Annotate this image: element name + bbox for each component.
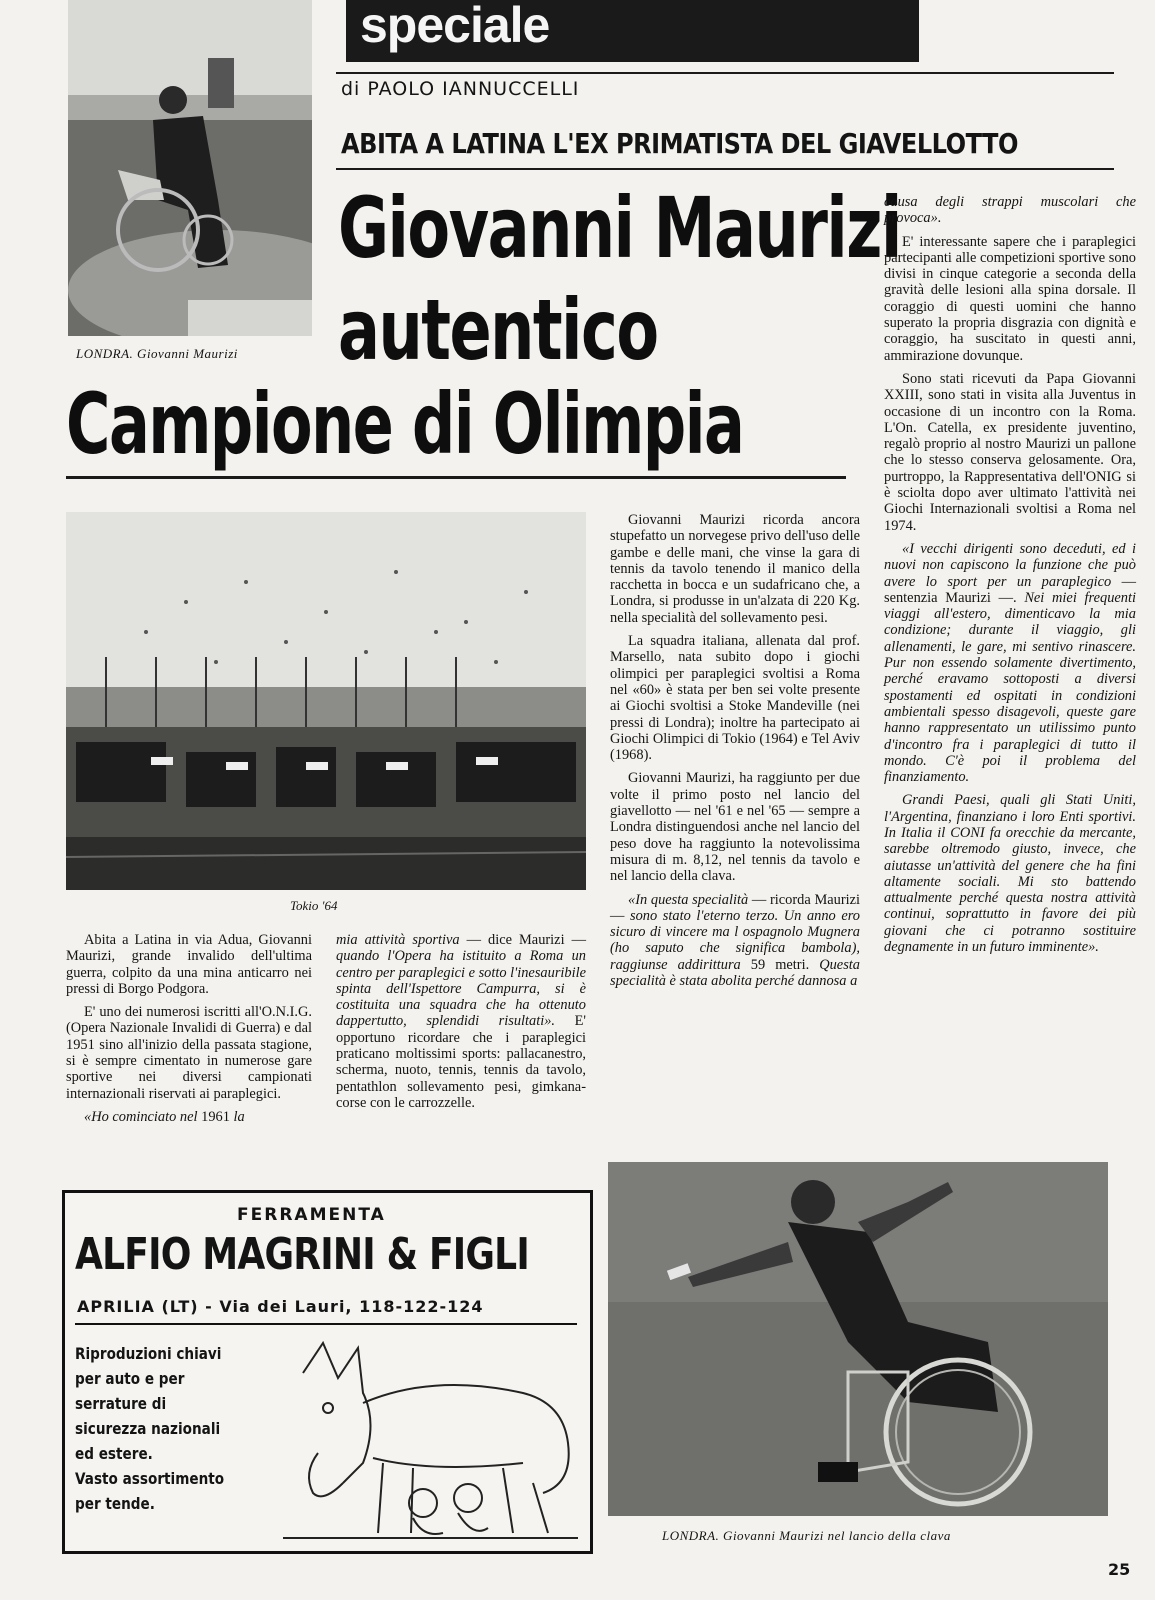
article-column-4 bbox=[884, 194, 1136, 962]
section-banner bbox=[346, 0, 919, 62]
page-number: 25 bbox=[1108, 1560, 1131, 1579]
col3-quote-a: «In questa specialità bbox=[628, 891, 749, 908]
article-column-3 bbox=[610, 512, 860, 996]
col3-quote-d: 59 metri. bbox=[750, 956, 810, 973]
col2-attribution: — dice Maurizi — bbox=[466, 932, 586, 948]
kicker-headline: ABITA A LATINA L'EX PRIMATISTA DEL GIAVELLOTTO bbox=[341, 127, 1018, 160]
col1-paragraph-2: E' uno dei numerosi iscritti all'O.N.I.G. (Opera Nazionale Invalidi di Guerra) e dal 1951 sino all'inizio della passata stagione, si è sempre cimentato in numerose gare sportive nei diversi campionati internazionali riservati ai paraplegici. bbox=[66, 1004, 312, 1102]
headline-line-1: Giovanni Maurizi bbox=[338, 179, 901, 277]
top-photo-caption: LONDRA. Giovanni Maurizi bbox=[76, 346, 238, 361]
col2-quote-1: mia attività sportiva bbox=[336, 932, 460, 948]
col2-quote-2: quando l'Opera ha istituito a Roma un centro per paraplegici e sotto l'inesauribile spinta dell'Ispettore Campurra, si è costituita una squadra che ha ottenuto dappertutto, splendidi risultati». bbox=[336, 948, 586, 1030]
middle-photo-caption: Tokio '64 bbox=[290, 898, 338, 913]
ad-business-name: ALFIO MAGRINI & FIGLI bbox=[75, 1229, 529, 1280]
ad-heading: FERRAMENTA bbox=[237, 1205, 386, 1225]
col3-paragraph-1: Giovanni Maurizi ricorda ancora stupefatto un norvegese privo dell'uso delle gambe e delle mani, che vinse la gara di tennis da tavolo tenendo il manico della racchetta in bocca e un sudafricano che, a Londra, si produsse in un'alzata di 220 Kg. nella specialità del sollevamento pesi. bbox=[610, 512, 860, 626]
photo-club-throw bbox=[608, 1162, 1108, 1516]
byline: di PAOLO IANNUCCELLI bbox=[341, 78, 580, 100]
kicker-rule bbox=[336, 168, 1114, 170]
col1-year: 1961 bbox=[201, 1108, 230, 1125]
col2-paragraph-1 bbox=[336, 932, 586, 1111]
headline-line-3: Campione di Olimpia bbox=[66, 375, 744, 473]
col4-quote-2: Nei miei frequenti viaggi all'estero, dimenticavo la mia condizione; durante il viaggio, gli allenamenti, le gare, mi sentivo rinascere. Pur non essendo solamente divertimento, perché eravamo sottoposti a diversi spostamenti ed ospitati in condizioni ambientali spesso disagevoli, queste gare hanno rappresentato un utilissimo punto d'incontro fra i paraplegici di tutto il mondo. C'è poi il problema del finanziamento. bbox=[884, 589, 1136, 786]
section-title: speciale bbox=[360, 0, 550, 53]
col1-paragraph-3 bbox=[66, 1109, 312, 1125]
ad-blurb-curtains: Vasto assortimento per tende. bbox=[75, 1469, 225, 1513]
col4-continuation: causa degli strappi muscolari che provoca». bbox=[884, 194, 1136, 227]
headline-line-2: autentico bbox=[338, 281, 658, 379]
col1-quote-start: «Ho cominciato nel bbox=[84, 1108, 198, 1125]
ad-divider bbox=[75, 1323, 577, 1325]
col4-attribution: — sentenzia Maurizi —. bbox=[884, 573, 1136, 606]
bottom-photo-caption: LONDRA. Giovanni Maurizi nel lancio della clava bbox=[662, 1528, 951, 1543]
col4-paragraph-3 bbox=[884, 541, 1136, 785]
col3-quote-b: — ricorda Maurizi — bbox=[610, 891, 861, 924]
headline-rule bbox=[66, 476, 846, 479]
ad-blurb bbox=[75, 1341, 237, 1516]
col4-quote-3: Grandi Paesi, quali gli Stati Uniti, l'Argentina, finanziano i loro Enti sportivi. In Italia il CONI fa orecchie da mercante, sarebbe oltremodo giusto, invece, che aiutasse un'attività del genere che ha fini altamente sociali. Mi sto battendo attualmente perché questa nostra attività continui, soprattutto in favore dei più giovani che ci potranno sostituire degnamente in un futuro imminente». bbox=[884, 792, 1136, 956]
col3-paragraph-3: Giovanni Maurizi, ha raggiunto per due volte il primo posto nel lancio del giavellotto — nel '61 e nel '65 — sempre a Londra distinguendosi anche nel lancio del peso dove ha raggiunto la notevolissima misura di m. 8,12, nel tennis da tavolo e nel lancio della clava. bbox=[610, 770, 860, 885]
col4-paragraph-1: E' interessante sapere che i paraplegici partecipanti alle competizioni sportive sono divisi in cinque categorie a seconda della gravità delle lesioni alla spina dorsale. Il coraggio di questi uomini che hanno superato la propria disgrazia con dignità e coraggio, ha suscitato in questi anni, ammirazione dovunque. bbox=[884, 233, 1136, 364]
col3-quote-e: Questa specialità è stata abolita perché dannosa a bbox=[610, 956, 860, 990]
she-wolf-drawing bbox=[283, 1333, 578, 1543]
article-column-1 bbox=[66, 932, 312, 1132]
ad-address: APRILIA (LT) - Via dei Lauri, 118-122-124 bbox=[77, 1297, 484, 1316]
article-column-2 bbox=[336, 932, 586, 1118]
col3-quote-c: sono stato l'eterno terzo. Un anno ero sicuro di vincere ma l ospagnolo Mugnera (ho saputo che significa bambola), raggiunse addirittura bbox=[610, 907, 860, 973]
hardware-store-ad bbox=[62, 1190, 593, 1554]
col1-paragraph-1: Abita a Latina in via Adua, Giovanni Maurizi, grande invalido dell'ultima guerra, colpito da una mina anticarro nei pressi di Borgo Podgora. bbox=[66, 932, 312, 997]
col2-rest: E' opportuno ricordare che i paraplegici praticano moltissimi sports: pallacanestro, scherma, nuoto, tennis, tennis da tavolo, pentathlon sollevamento pesi, gimkana-corse con le carrozzelle. bbox=[336, 1013, 586, 1111]
photo-athlete-wheelchair-top bbox=[68, 0, 312, 336]
col3-paragraph-4 bbox=[610, 892, 860, 990]
col4-quote-1: «I vecchi dirigenti sono deceduti, ed i nuovi non capiscono la funzione che può avere lo sport per un paraplegico bbox=[884, 540, 1136, 590]
col3-paragraph-2: La squadra italiana, allenata dal prof. Marsello, nata subito dopo i giochi olimpici per paraplegici svoltisi a Roma nel «60» è stata per ben sei volte presente ai Giochi svoltisi a Stoke Mandeville (nei pressi di Londra); inoltre ha partecipato ai Giochi Olimpici di Tokio (1964) e Tel Aviv (1968). bbox=[610, 633, 860, 764]
col1-quote-end: la bbox=[233, 1108, 245, 1125]
ad-blurb-keys: Riproduzioni chiavi per auto e per serrature di sicurezza nazionali ed estere. bbox=[75, 1344, 222, 1463]
banner-rule bbox=[336, 72, 1114, 74]
photo-tokio-ceremony bbox=[66, 512, 586, 890]
col4-paragraph-2: Sono stati ricevuti da Papa Giovanni XXIII, sono stati in visita alla Juventus in occasione di un incontro con la Roma. L'On. Catella, ex presidente juventino, regalò proprio al nostro Maurizi un pallone che lo stesso conserva gelosamente. Ora, purtroppo, la Rappresentativa dell'ONIG si è sciolta dopo aver ultimato l'attività nei Giochi Internazionali svoltisi a Roma nel 1974. bbox=[884, 370, 1136, 534]
